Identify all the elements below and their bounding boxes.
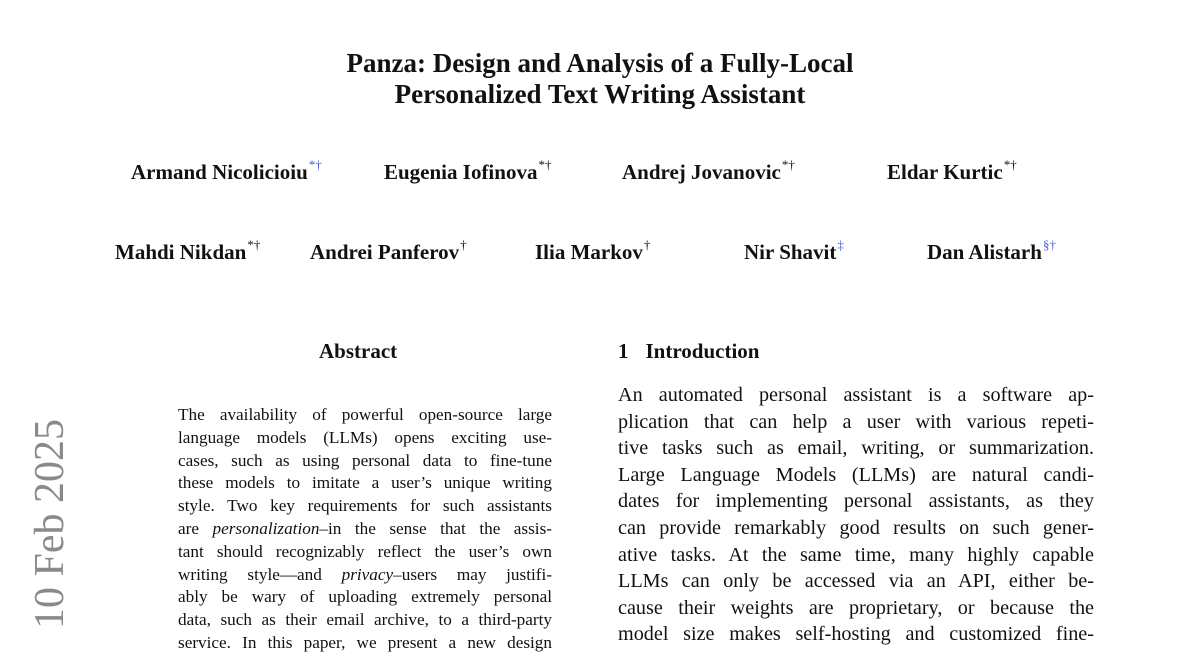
abstract-line: tant should recognizably reflect the user’s own (178, 541, 552, 561)
author (131, 152, 322, 187)
abstract-heading: Abstract (319, 339, 398, 363)
author (927, 232, 1056, 267)
author (384, 152, 551, 187)
author-affiliation-marks: *† (247, 237, 261, 252)
intro-line: can provide remarkably good results on such gener- (618, 516, 1094, 539)
author-name: Ilia Markov (535, 240, 643, 264)
intro-line: cause their weights are proprietary, or because the (618, 596, 1094, 619)
author-name: Eldar Kurtic (887, 160, 1003, 184)
paper-title (0, 48, 1200, 110)
introduction-heading (618, 338, 759, 364)
abstract-line: cases, such as using personal data to fine-tune (178, 450, 552, 470)
section-number: 1 (618, 339, 629, 363)
abstract-line: are personalization–in the sense that the assis- (178, 518, 552, 538)
paper-title-line-1: Panza: Design and Analysis of a Fully-Local (346, 48, 854, 78)
author-affiliation-marks: † (643, 237, 651, 252)
author-affiliation-marks[interactable]: *† (308, 157, 322, 172)
author-affiliation-marks[interactable]: ‡ (837, 237, 844, 252)
author-name: Eugenia Iofinova (384, 160, 538, 184)
arxiv-date-stamp: 10 Feb 2025 (27, 419, 73, 629)
author-name: Mahdi Nikdan (115, 240, 247, 264)
abstract-text (178, 404, 552, 655)
author-name: Dan Alistarh (927, 240, 1042, 264)
intro-line: Large Language Models (LLMs) are natural candi- (618, 463, 1094, 486)
intro-line: dates for implementing personal assistants, as they (618, 490, 1094, 513)
intro-line: plication that can help a user with various repeti- (618, 410, 1094, 433)
author-row-1 (0, 152, 1200, 182)
intro-line: LLMs can only be accessed via an API, either be- (618, 570, 1094, 593)
author-affiliation-marks: *† (781, 157, 795, 172)
intro-line: model size makes self-hosting and customized fine- (618, 623, 1094, 646)
author (887, 152, 1017, 187)
intro-line: ative tasks. At the same time, many highly capable (618, 543, 1094, 566)
abstract-line: ably be wary of uploading extremely personal (178, 587, 552, 607)
abstract-line: these models to imitate a user’s unique writing (178, 473, 552, 493)
author-affiliation-marks: † (460, 237, 467, 252)
intro-line: An automated personal assistant is a software ap- (618, 384, 1094, 406)
author-affiliation-marks: *† (1003, 157, 1017, 172)
abstract-line: service. In this paper, we present a new design (178, 632, 552, 652)
author (744, 232, 844, 267)
section-title: Introduction (645, 339, 760, 363)
paper-title-line-2: Personalized Text Writing Assistant (394, 79, 806, 109)
abstract-line: data, such as their email archive, to a third-party (178, 610, 552, 630)
author-row-2 (0, 232, 1200, 262)
author-name: Nir Shavit (744, 240, 837, 264)
author (115, 232, 260, 267)
abstract-line: style. Two key requirements for such assistants (178, 496, 552, 516)
introduction-text (618, 382, 1094, 648)
author (535, 232, 650, 267)
author-name: Andrei Panferov (310, 240, 460, 264)
author-affiliation-marks: *† (538, 157, 552, 172)
author (310, 232, 467, 267)
intro-line: tive tasks such as email, writing, or summarization. (618, 437, 1094, 460)
author (622, 152, 795, 187)
abstract-line: language models (LLMs) opens exciting use- (178, 427, 552, 447)
abstract-line: The availability of powerful open-source large (178, 405, 552, 424)
author-name: Andrej Jovanovic (622, 160, 781, 184)
abstract-line: writing style—and privacy–users may justifi- (178, 564, 552, 584)
author-affiliation-marks[interactable]: §† (1042, 237, 1056, 252)
author-name: Armand Nicolicioiu (131, 160, 308, 184)
